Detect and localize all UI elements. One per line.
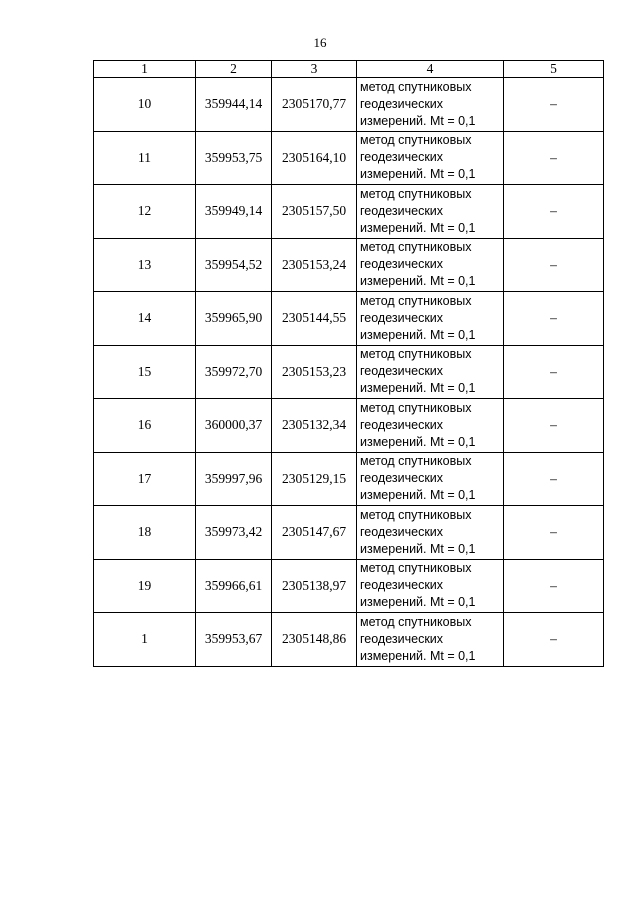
y-coordinate-cell: 2305132,34 (272, 399, 357, 453)
x-coordinate-cell: 360000,37 (196, 399, 272, 453)
note-cell: – (504, 452, 604, 506)
point-number-cell: 14 (94, 292, 196, 346)
method-line: метод спутниковых (360, 347, 472, 362)
method-cell (357, 131, 504, 185)
method-cell (357, 613, 504, 667)
x-coordinate-cell: 359966,61 (196, 559, 272, 613)
table-row (94, 185, 604, 239)
x-coordinate-cell: 359949,14 (196, 185, 272, 239)
method-line: измерений. Mt = 0,1 (360, 327, 476, 342)
table-row (94, 559, 604, 613)
table-row (94, 399, 604, 453)
method-line: геодезических (360, 524, 444, 539)
page-number: 16 (313, 35, 327, 50)
method-cell (357, 185, 504, 239)
point-number-cell: 16 (94, 399, 196, 453)
y-coordinate-cell: 2305147,67 (272, 506, 357, 560)
point-number-cell: 10 (94, 78, 196, 132)
x-coordinate-cell: 359954,52 (196, 238, 272, 292)
method-cell (357, 78, 504, 132)
method-line: измерений. Mt = 0,1 (360, 167, 476, 182)
x-coordinate-cell: 359965,90 (196, 292, 272, 346)
note-cell: – (504, 292, 604, 346)
x-coordinate-cell: 359953,75 (196, 131, 272, 185)
coordinates-table (93, 60, 604, 667)
note-cell: – (504, 506, 604, 560)
y-coordinate-cell: 2305129,15 (272, 452, 357, 506)
method-line: метод спутниковых (360, 507, 472, 522)
point-number-cell: 17 (94, 452, 196, 506)
method-line: измерений. Mt = 0,1 (360, 434, 476, 449)
note-cell: – (504, 131, 604, 185)
point-number-cell: 15 (94, 345, 196, 399)
method-line: геодезических (360, 578, 444, 593)
note-cell: – (504, 399, 604, 453)
method-line: измерений. Mt = 0,1 (360, 488, 476, 503)
header-cell: 2 (196, 61, 272, 78)
table-header-row (94, 61, 604, 78)
x-coordinate-cell: 359973,42 (196, 506, 272, 560)
y-coordinate-cell: 2305148,86 (272, 613, 357, 667)
method-line: метод спутниковых (360, 293, 472, 308)
method-cell (357, 238, 504, 292)
method-line: геодезических (360, 417, 444, 432)
method-line: измерений. Mt = 0,1 (360, 381, 476, 396)
point-number-cell: 19 (94, 559, 196, 613)
method-line: метод спутниковых (360, 561, 472, 576)
y-coordinate-cell: 2305144,55 (272, 292, 357, 346)
method-line: метод спутниковых (360, 79, 472, 94)
method-line: геодезических (360, 257, 444, 272)
header-cell: 4 (357, 61, 504, 78)
point-number-cell: 11 (94, 131, 196, 185)
method-line: метод спутниковых (360, 454, 472, 469)
method-line: измерений. Mt = 0,1 (360, 113, 476, 128)
method-line: геодезических (360, 471, 444, 486)
note-cell: – (504, 559, 604, 613)
method-cell (357, 399, 504, 453)
method-line: измерений. Mt = 0,1 (360, 541, 476, 556)
y-coordinate-cell: 2305153,23 (272, 345, 357, 399)
note-cell: – (504, 78, 604, 132)
point-number-cell: 1 (94, 613, 196, 667)
point-number-cell: 18 (94, 506, 196, 560)
method-line: геодезических (360, 310, 444, 325)
x-coordinate-cell: 359953,67 (196, 613, 272, 667)
method-cell (357, 345, 504, 399)
method-line: геодезических (360, 203, 444, 218)
header-cell: 1 (94, 61, 196, 78)
table-row (94, 78, 604, 132)
note-cell: – (504, 613, 604, 667)
y-coordinate-cell: 2305164,10 (272, 131, 357, 185)
table-row (94, 452, 604, 506)
method-line: метод спутниковых (360, 614, 472, 629)
method-cell (357, 292, 504, 346)
method-cell (357, 506, 504, 560)
x-coordinate-cell: 359997,96 (196, 452, 272, 506)
method-line: метод спутниковых (360, 186, 472, 201)
method-line: измерений. Mt = 0,1 (360, 648, 476, 663)
y-coordinate-cell: 2305138,97 (272, 559, 357, 613)
method-line: метод спутниковых (360, 400, 472, 415)
method-line: геодезических (360, 96, 444, 111)
note-cell: – (504, 185, 604, 239)
table-row (94, 131, 604, 185)
y-coordinate-cell: 2305170,77 (272, 78, 357, 132)
point-number-cell: 12 (94, 185, 196, 239)
note-cell: – (504, 238, 604, 292)
table-row (94, 345, 604, 399)
method-line: геодезических (360, 150, 444, 165)
method-line: геодезических (360, 631, 444, 646)
note-cell: – (504, 345, 604, 399)
method-line: метод спутниковых (360, 133, 472, 148)
header-cell: 3 (272, 61, 357, 78)
method-line: геодезических (360, 364, 444, 379)
method-cell (357, 559, 504, 613)
table-row (94, 506, 604, 560)
point-number-cell: 13 (94, 238, 196, 292)
y-coordinate-cell: 2305157,50 (272, 185, 357, 239)
method-line: измерений. Mt = 0,1 (360, 274, 476, 289)
table-row (94, 238, 604, 292)
table-row (94, 292, 604, 346)
x-coordinate-cell: 359972,70 (196, 345, 272, 399)
method-line: измерений. Mt = 0,1 (360, 220, 476, 235)
table-row (94, 613, 604, 667)
method-cell (357, 452, 504, 506)
method-line: измерений. Mt = 0,1 (360, 595, 476, 610)
y-coordinate-cell: 2305153,24 (272, 238, 357, 292)
x-coordinate-cell: 359944,14 (196, 78, 272, 132)
header-cell: 5 (504, 61, 604, 78)
method-line: метод спутниковых (360, 240, 472, 255)
